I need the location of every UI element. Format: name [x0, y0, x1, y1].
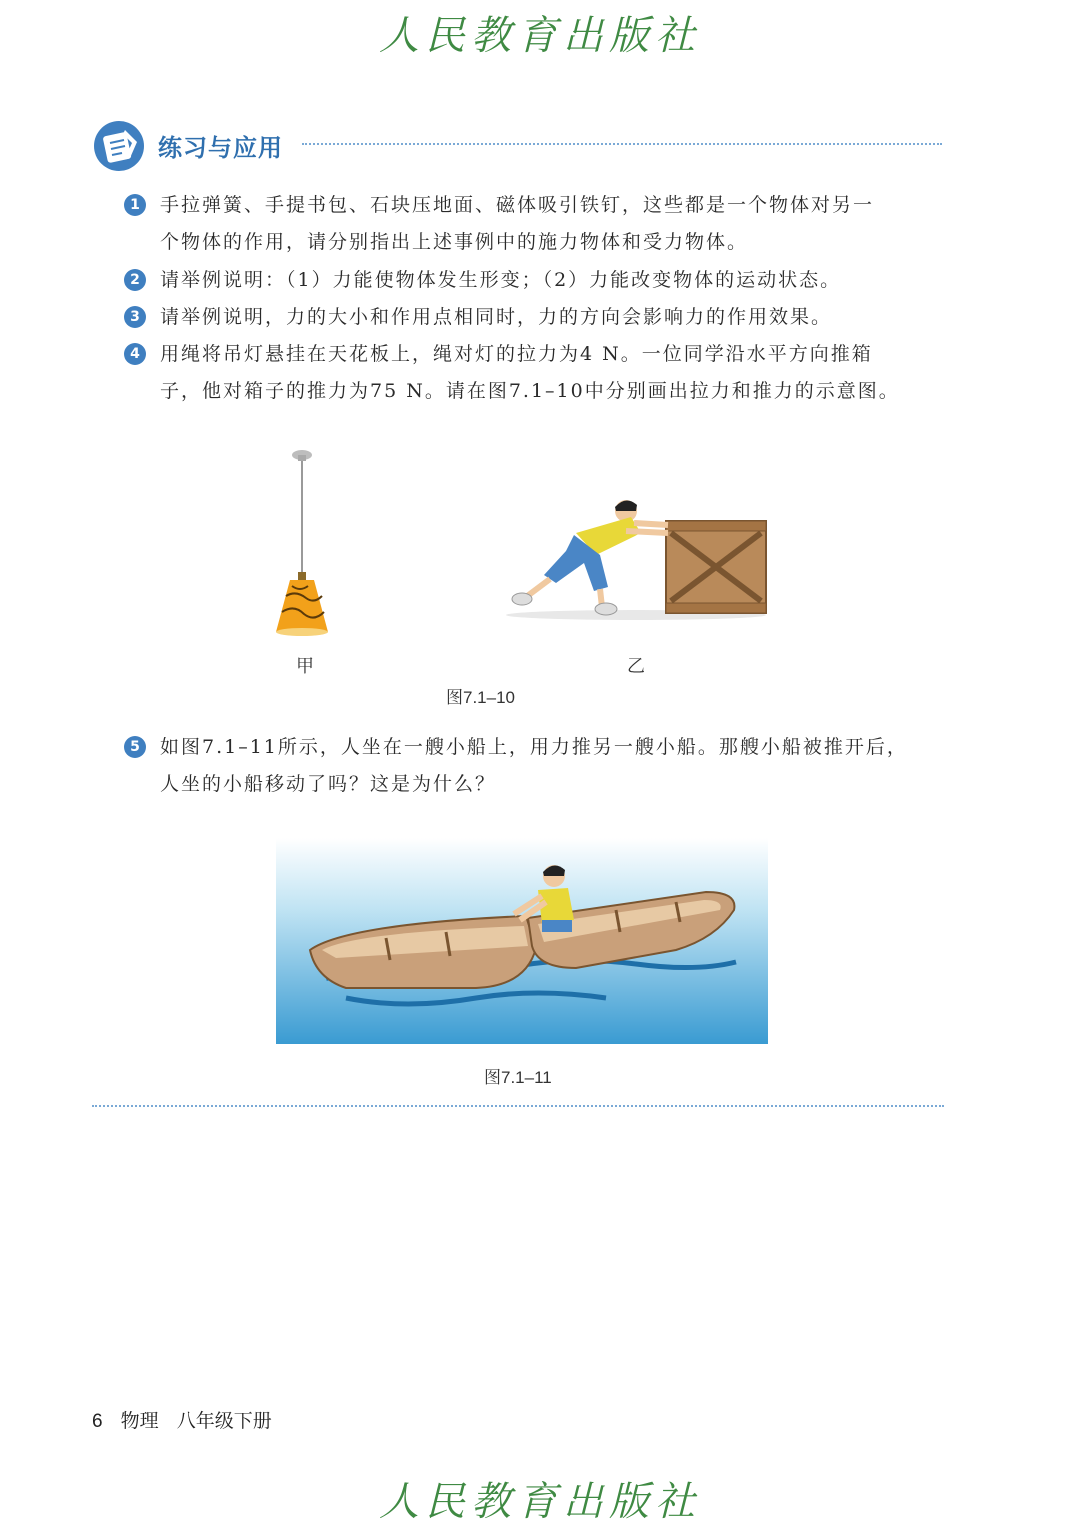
- question-text-line: 手拉弹簧、手提书包、石块压地面、磁体吸引铁钉，这些都是一个物体对另一: [160, 194, 875, 216]
- question-number-badge: 3: [124, 306, 146, 328]
- question-text-line: 请举例说明，力的大小和作用点相同时，力的方向会影响力的作用效果。: [160, 306, 833, 328]
- header-divider: [302, 143, 942, 145]
- question-text-line: 子，他对箱子的推力为75 N。请在图7.1–10中分别画出拉力和推力的示意图。: [160, 380, 900, 402]
- question-number-badge: 4: [124, 343, 146, 365]
- question-5: [124, 729, 924, 803]
- question-3: [124, 299, 924, 336]
- question-text-line: 个物体的作用，请分别指出上述事例中的施力物体和受力物体。: [160, 231, 749, 253]
- book-grade: 八年级下册: [176, 1410, 272, 1432]
- question-number-badge: 5: [124, 736, 146, 758]
- boats-illustration: [276, 838, 768, 1044]
- figure-caption: 图7.1–10: [446, 688, 515, 707]
- figure-label-right: 乙: [627, 656, 645, 677]
- hanging-lamp-illustration: [262, 446, 342, 641]
- question-text-line: 请举例说明：（1）力能使物体发生形变；（2）力能改变物体的运动状态。: [160, 269, 842, 291]
- question-1: [124, 187, 924, 261]
- section-title: 练习与应用: [158, 134, 283, 162]
- question-text-line: 用绳将吊灯悬挂在天花板上，绳对灯的拉力为4 N。一位同学沿水平方向推箱: [160, 343, 873, 365]
- question-text-line: 人坐的小船移动了吗？这是为什么？: [160, 773, 497, 795]
- question-text-line: 如图7.1–11所示，人坐在一艘小船上，用力推另一艘小船。那艘小船被推开后，: [160, 736, 908, 758]
- publisher-watermark-top: 人民教育出版社: [379, 13, 701, 59]
- question-2: [124, 262, 924, 299]
- publisher-watermark-bottom: 人民教育出版社: [379, 1479, 701, 1525]
- figure-caption: 图7.1–11: [484, 1068, 552, 1087]
- exercise-icon: [92, 118, 148, 174]
- book-subject: 物理: [120, 1410, 159, 1432]
- figure-label-left: 甲: [296, 656, 314, 677]
- section-header: [92, 118, 944, 174]
- page-footer: [92, 1406, 284, 1433]
- section-bottom-divider: [92, 1105, 944, 1107]
- page-number: 6: [92, 1411, 103, 1432]
- question-4: [124, 336, 924, 410]
- question-number-badge: 1: [124, 194, 146, 216]
- question-number-badge: 2: [124, 269, 146, 291]
- boy-pushing-box-illustration: [496, 493, 776, 623]
